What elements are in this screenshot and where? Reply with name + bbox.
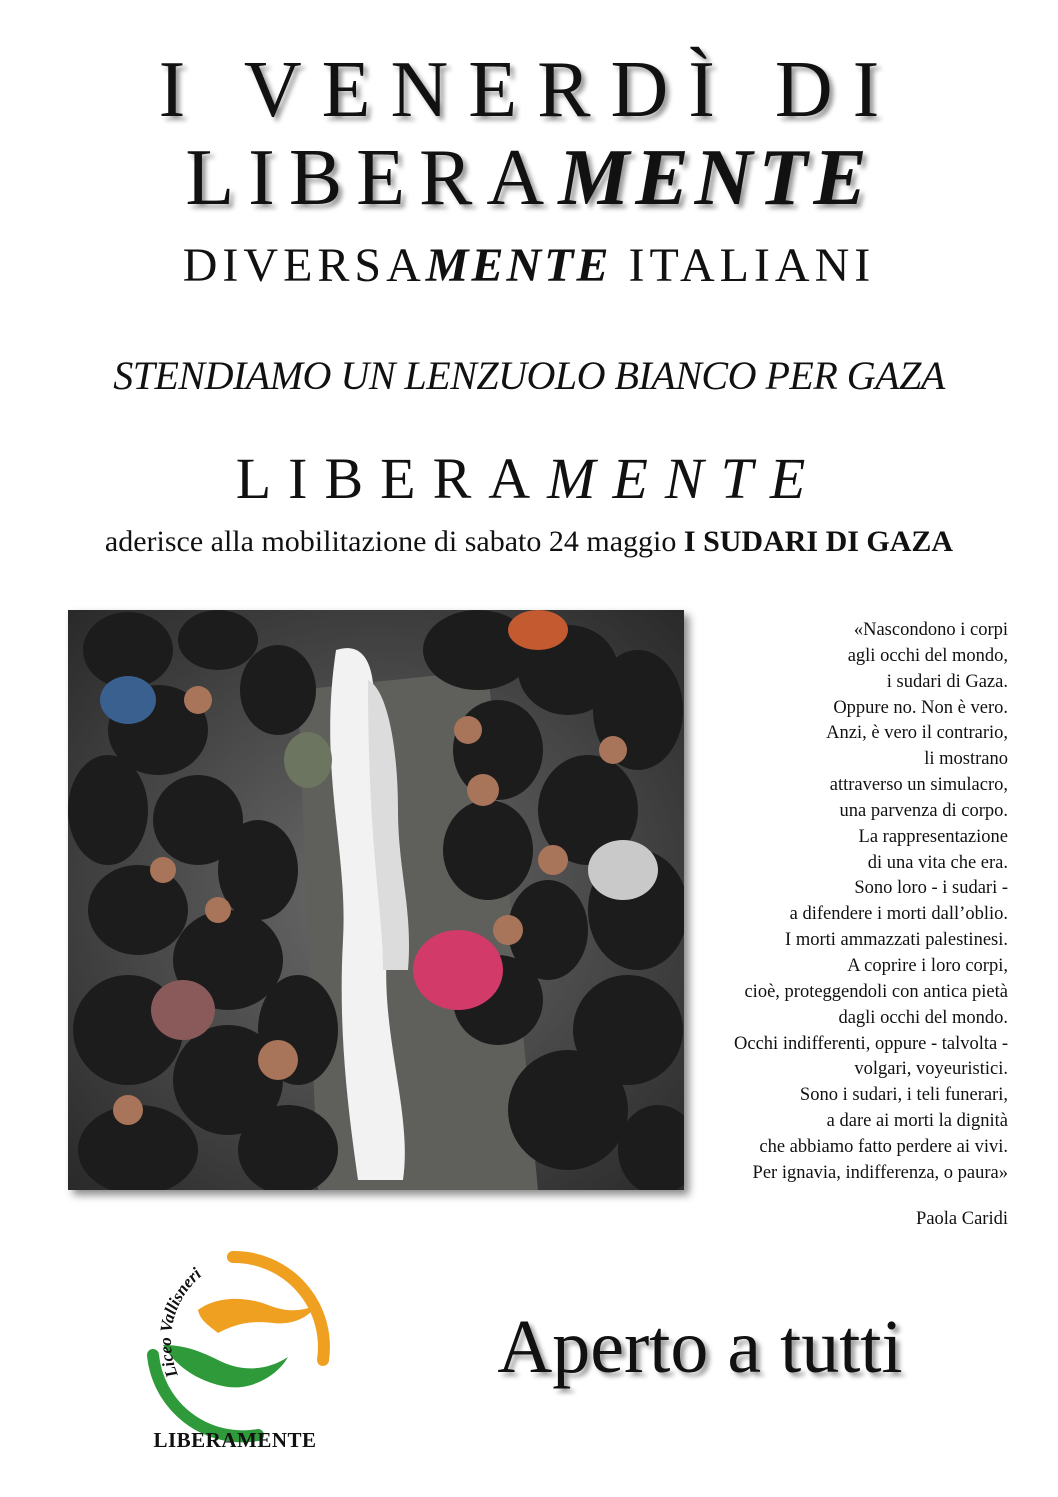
poem-line: Occhi indifferenti, oppure - talvolta - <box>734 1033 1008 1054</box>
poem-line: La rappresentazione <box>858 826 1008 847</box>
logo-label: LIBERAMENTE <box>153 1428 317 1452</box>
crowd-photo-illustration <box>68 610 684 1190</box>
adherence-line <box>0 522 1058 562</box>
adherence-date: 24 maggio <box>548 525 677 558</box>
brand-plain: LIBERA <box>235 446 548 511</box>
poem <box>608 618 1008 1187</box>
brand-heading <box>0 446 1058 512</box>
poem-line: Oppure no. Non è vero. <box>833 697 1008 718</box>
poem-line: «Nascondono i corpi <box>853 620 1008 640</box>
poem-line: li mostrano <box>924 749 1008 770</box>
adherence-event: I SUDARI DI GAZA <box>683 525 954 558</box>
logo-arc-text: Liceo Vallisneri <box>155 1263 205 1381</box>
poem-line: Per ignavia, indifferenza, o paura» <box>752 1162 1008 1183</box>
header-line3-plain-b: ITALIANI <box>628 239 876 292</box>
poem-line: i sudari di Gaza. <box>886 671 1008 692</box>
crowd-photo <box>68 610 684 1190</box>
poem-line: una parvenza di corpo. <box>839 800 1008 821</box>
poem-line: di una vita che era. <box>867 852 1008 873</box>
header-line3-plain-a: DIVERSA <box>182 239 426 292</box>
poem-author: Paola Caridi <box>916 1209 1008 1229</box>
poem-line: I morti ammazzati palestinesi. <box>785 930 1008 951</box>
header-title-line2-plain: LIBERA <box>185 134 559 222</box>
open-to-all-heading: Aperto a tutti <box>497 1305 903 1389</box>
header-title-line3 <box>0 238 1058 294</box>
poem-line: attraverso un simulacro, <box>829 775 1008 796</box>
liceo-vallisneri-logo <box>138 1225 338 1455</box>
poem-line: Anzi, è vero il contrario, <box>826 723 1008 744</box>
header-title-line2-emph: MENTE <box>558 134 873 222</box>
logo-emblem <box>138 1225 338 1455</box>
brand-emph: MENTE <box>547 446 823 511</box>
header-title-line2 <box>0 136 1058 220</box>
poem-line: Sono i sudari, i teli funerari, <box>799 1085 1008 1106</box>
poem-line: a difendere i morti dall’oblio. <box>789 904 1008 925</box>
poem-line: cioè, proteggendoli con antica pietà <box>744 981 1008 1002</box>
header-line3-emph: MENTE <box>425 239 612 292</box>
poem-line: a dare ai morti la dignità <box>826 1111 1008 1132</box>
poem-line: agli occhi del mondo, <box>847 645 1008 666</box>
header-title-line1: I VENERDÌ DI <box>158 46 900 134</box>
poem-line: che abbiamo fatto perdere ai vivi. <box>759 1136 1008 1157</box>
poem-line: Sono loro - i sudari - <box>854 878 1008 899</box>
poem-line: dagli occhi del mondo. <box>838 1007 1008 1028</box>
poem-line: A coprire i loro corpi, <box>847 955 1008 976</box>
adherence-text: aderisce alla mobilitazione di sabato <box>104 525 542 558</box>
subtitle: STENDIAMO UN LENZUOLO BIANCO PER GAZA <box>113 353 945 398</box>
poem-line: volgari, voyeuristici. <box>854 1059 1008 1080</box>
